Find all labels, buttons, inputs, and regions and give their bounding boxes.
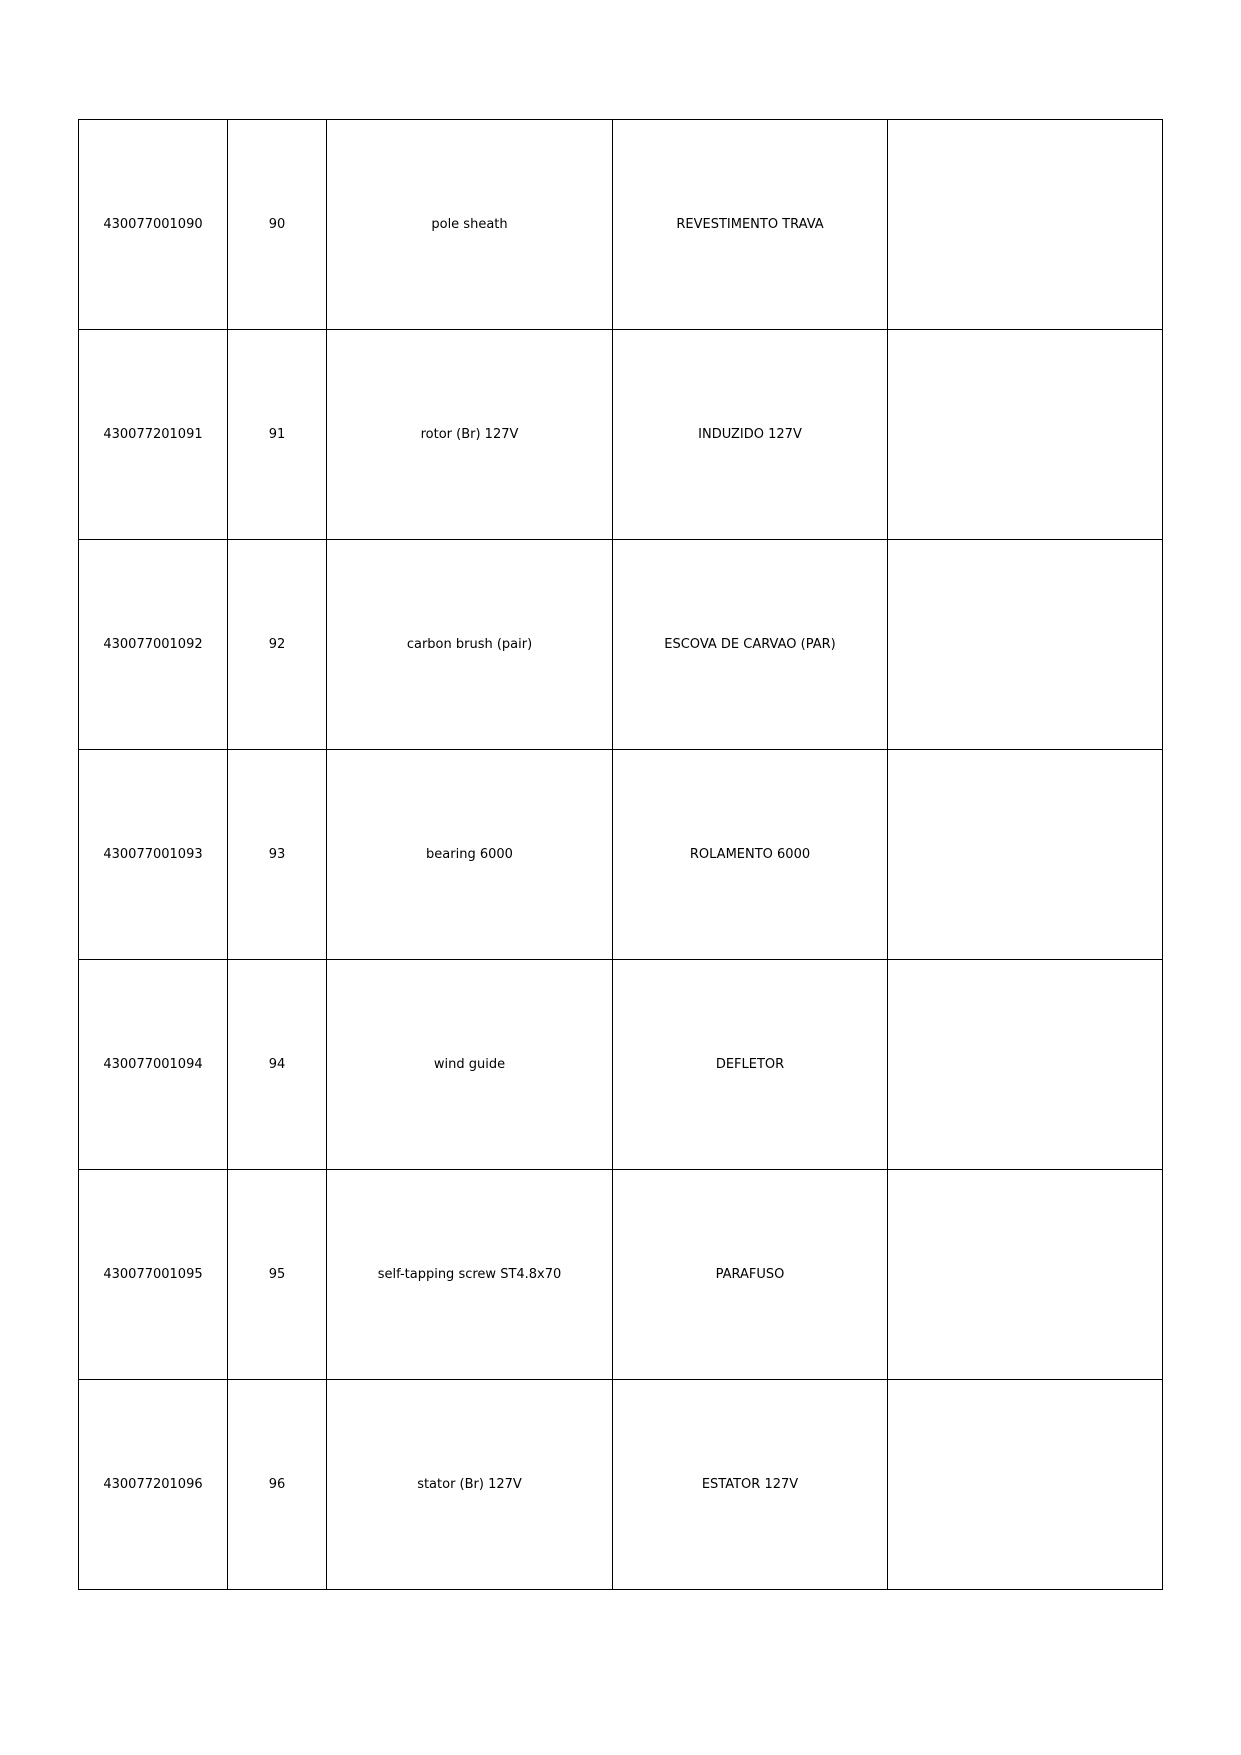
english-name-cell: pole sheath — [327, 120, 613, 330]
portuguese-name-cell: ESCOVA DE CARVAO (PAR) — [613, 540, 888, 750]
table-row — [79, 1170, 1163, 1380]
table-row — [79, 120, 1163, 330]
table-row — [79, 330, 1163, 540]
part-code-cell: 430077201096 — [79, 1380, 228, 1590]
item-number-cell: 95 — [228, 1170, 327, 1380]
english-name-cell: bearing 6000 — [327, 750, 613, 960]
table-row — [79, 750, 1163, 960]
portuguese-name-cell: PARAFUSO — [613, 1170, 888, 1380]
part-code-cell: 430077001092 — [79, 540, 228, 750]
part-code-cell: 430077001090 — [79, 120, 228, 330]
english-name-cell: carbon brush (pair) — [327, 540, 613, 750]
portuguese-name-cell: ESTATOR 127V — [613, 1380, 888, 1590]
english-name-cell: wind guide — [327, 960, 613, 1170]
note-cell — [888, 540, 1163, 750]
parts-table-body — [79, 120, 1163, 1590]
item-number-cell: 91 — [228, 330, 327, 540]
note-cell — [888, 960, 1163, 1170]
note-cell — [888, 1380, 1163, 1590]
portuguese-name-cell: DEFLETOR — [613, 960, 888, 1170]
parts-table — [78, 119, 1163, 1590]
note-cell — [888, 330, 1163, 540]
note-cell — [888, 120, 1163, 330]
english-name-cell: stator (Br) 127V — [327, 1380, 613, 1590]
portuguese-name-cell: REVESTIMENTO TRAVA — [613, 120, 888, 330]
portuguese-name-cell: INDUZIDO 127V — [613, 330, 888, 540]
note-cell — [888, 750, 1163, 960]
item-number-cell: 90 — [228, 120, 327, 330]
item-number-cell: 92 — [228, 540, 327, 750]
part-code-cell: 430077001095 — [79, 1170, 228, 1380]
part-code-cell: 430077001094 — [79, 960, 228, 1170]
english-name-cell: self-tapping screw ST4.8x70 — [327, 1170, 613, 1380]
item-number-cell: 94 — [228, 960, 327, 1170]
english-name-cell: rotor (Br) 127V — [327, 330, 613, 540]
part-code-cell: 430077201091 — [79, 330, 228, 540]
table-row — [79, 1380, 1163, 1590]
item-number-cell: 93 — [228, 750, 327, 960]
table-row — [79, 960, 1163, 1170]
part-code-cell: 430077001093 — [79, 750, 228, 960]
portuguese-name-cell: ROLAMENTO 6000 — [613, 750, 888, 960]
table-row — [79, 540, 1163, 750]
note-cell — [888, 1170, 1163, 1380]
item-number-cell: 96 — [228, 1380, 327, 1590]
